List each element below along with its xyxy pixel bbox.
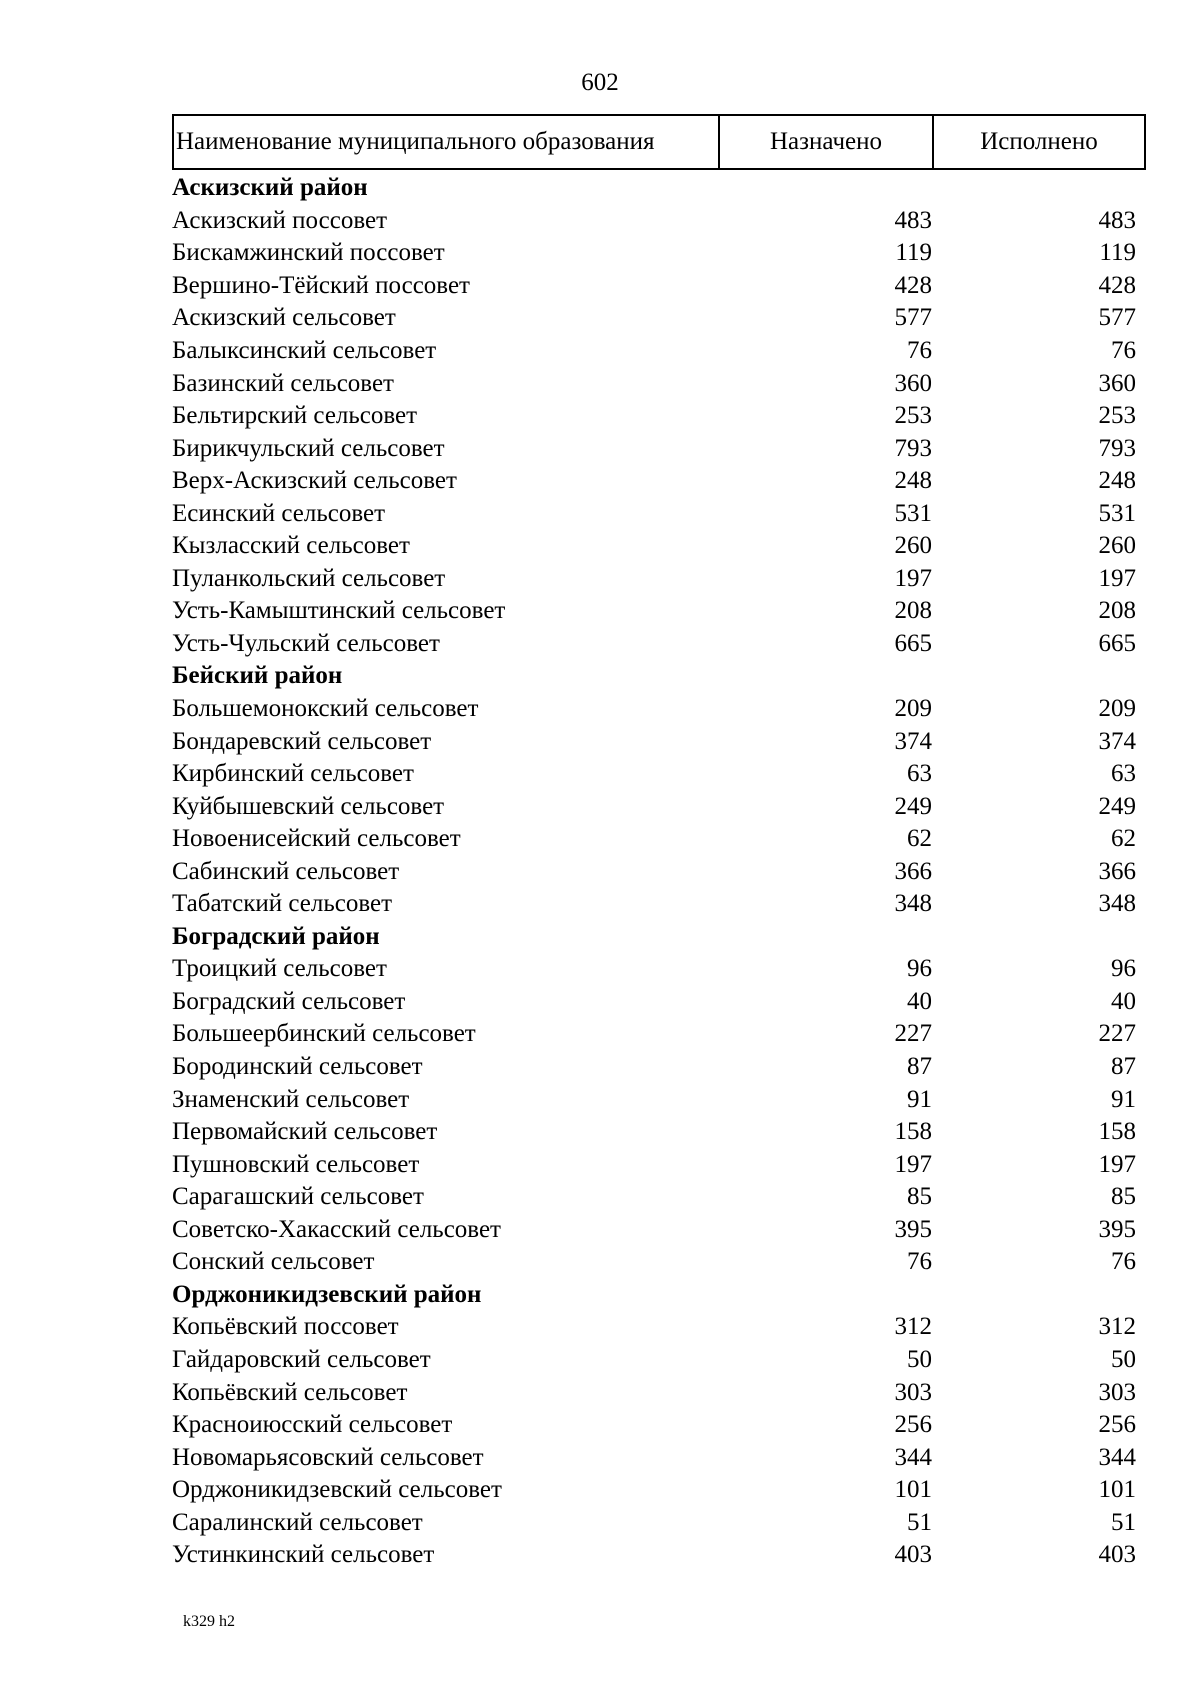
municipality-name-cell: Бирикчульский сельсовет — [172, 434, 445, 462]
executed-value-cell: 50 — [1111, 1345, 1136, 1373]
municipality-name-cell: Саралинский сельсовет — [172, 1508, 423, 1536]
municipality-name-cell: Балыксинский сельсовет — [172, 337, 437, 364]
executed-value-cell: 197 — [1098, 1150, 1136, 1178]
executed-value-cell: 374 — [1098, 727, 1136, 755]
municipality-name-cell: Бондаревский сельсовет — [172, 727, 432, 755]
header-assigned: Назначено — [720, 116, 934, 168]
executed-value-cell: 85 — [1111, 1183, 1136, 1211]
assigned-value-cell: 360 — [894, 369, 932, 397]
assigned-value-cell: 101 — [894, 1476, 932, 1504]
assigned-value-cell: 249 — [894, 792, 932, 820]
table-row — [172, 1246, 1146, 1279]
assigned-value-cell: 209 — [894, 695, 932, 723]
table-row — [172, 367, 1146, 400]
executed-value-cell: 483 — [1098, 206, 1136, 234]
municipality-name-cell: Большемонокский сельсовет — [172, 695, 479, 723]
municipality-name-cell: Табатский сельсовет — [172, 890, 393, 918]
table-row — [172, 530, 1146, 563]
district-heading-row — [172, 172, 1146, 205]
municipality-name-cell: Орджоникидзевский район — [172, 1280, 482, 1308]
assigned-value-cell: 91 — [907, 1085, 932, 1113]
assigned-value-cell: 51 — [907, 1508, 932, 1536]
assigned-value-cell: 348 — [894, 890, 932, 918]
table-row — [172, 205, 1146, 238]
executed-value-cell: 428 — [1098, 271, 1136, 299]
municipality-name-cell: Троицкий сельсовет — [172, 955, 387, 983]
executed-value-cell: 344 — [1098, 1443, 1136, 1471]
table-row — [172, 1148, 1146, 1181]
assigned-value-cell: 403 — [894, 1541, 932, 1569]
municipality-name-cell: Боградский район — [172, 922, 380, 950]
executed-value-cell: 531 — [1098, 499, 1136, 527]
table-row — [172, 595, 1146, 628]
table-row — [172, 302, 1146, 335]
municipality-name-cell: Бискамжинский поссовет — [172, 239, 445, 267]
executed-value-cell: 96 — [1111, 955, 1136, 983]
footer-code: k329 h2 — [183, 1613, 235, 1630]
header-executed: Исполнено — [980, 128, 1098, 155]
table-row — [172, 790, 1146, 823]
assigned-value-cell: 197 — [894, 564, 932, 592]
assigned-value-cell: 531 — [894, 499, 932, 527]
executed-value-cell: 793 — [1098, 434, 1136, 462]
executed-value-cell: 76 — [1111, 337, 1136, 364]
assigned-value-cell: 260 — [894, 532, 932, 560]
municipality-name-cell: Бородинский сельсовет — [172, 1053, 423, 1081]
municipality-name-cell: Усть-Камыштинский сельсовет — [172, 597, 506, 625]
executed-value-cell: 40 — [1111, 987, 1136, 1015]
executed-value-cell: 119 — [1099, 239, 1136, 267]
executed-value-cell: 87 — [1111, 1053, 1136, 1081]
assigned-value-cell: 793 — [894, 434, 932, 462]
assigned-value-cell: 303 — [894, 1378, 932, 1406]
municipality-name-cell: Знаменский сельсовет — [172, 1085, 410, 1113]
assigned-value-cell: 76 — [907, 1248, 932, 1276]
assigned-value-cell: 227 — [894, 1020, 932, 1048]
municipality-name-cell: Вершино-Тёйский поссовет — [172, 271, 470, 299]
executed-value-cell: 62 — [1111, 825, 1136, 853]
municipality-name-cell: Пуланкольский сельсовет — [172, 564, 446, 592]
table-row — [172, 888, 1146, 921]
assigned-value-cell: 40 — [907, 987, 932, 1015]
municipality-name-cell: Куйбышевский сельсовет — [172, 792, 445, 820]
assigned-value-cell: 63 — [907, 760, 932, 788]
executed-value-cell: 197 — [1098, 564, 1136, 592]
table-row — [172, 432, 1146, 465]
table-row — [172, 1018, 1146, 1051]
district-heading-row — [172, 921, 1146, 954]
table-row — [172, 693, 1146, 726]
executed-value-cell: 665 — [1098, 629, 1136, 657]
assigned-value-cell: 62 — [907, 825, 932, 853]
table-row — [172, 1474, 1146, 1507]
assigned-value-cell: 374 — [894, 727, 932, 755]
district-heading-row — [172, 660, 1146, 693]
table-row — [172, 237, 1146, 270]
municipality-name-cell: Большеербинский сельсовет — [172, 1020, 476, 1048]
table-row — [172, 335, 1146, 368]
municipality-name-cell: Бейский район — [172, 662, 343, 690]
assigned-value-cell: 85 — [907, 1183, 932, 1211]
table-row — [172, 1214, 1146, 1247]
municipality-name-cell: Кирбинский сельсовет — [172, 760, 414, 788]
table-row — [172, 758, 1146, 791]
executed-value-cell: 76 — [1111, 1248, 1136, 1276]
executed-value-cell: 158 — [1098, 1118, 1136, 1146]
table-row — [172, 1376, 1146, 1409]
table-row — [172, 1409, 1146, 1442]
municipality-name-cell: Усть-Чульский сельсовет — [172, 629, 440, 657]
executed-value-cell: 403 — [1098, 1541, 1136, 1569]
municipality-name-cell: Орджоникидзевский сельсовет — [172, 1476, 502, 1504]
executed-value-cell: 303 — [1098, 1378, 1136, 1406]
table-row — [172, 465, 1146, 498]
municipality-name-cell: Копьёвский поссовет — [172, 1313, 399, 1341]
table-row — [172, 855, 1146, 888]
executed-value-cell: 101 — [1098, 1476, 1136, 1504]
assigned-value-cell: 208 — [894, 597, 932, 625]
table-row — [172, 823, 1146, 856]
assigned-value-cell: 483 — [894, 206, 932, 234]
municipality-name-cell: Аскизский поссовет — [172, 206, 388, 234]
table-row — [172, 1441, 1146, 1474]
assigned-value-cell: 665 — [894, 629, 932, 657]
table-row — [172, 1344, 1146, 1377]
assigned-value-cell: 428 — [894, 271, 932, 299]
executed-value-cell: 209 — [1098, 695, 1136, 723]
executed-value-cell: 253 — [1098, 402, 1136, 430]
table-header — [172, 114, 1146, 170]
assigned-value-cell: 96 — [907, 955, 932, 983]
table-row — [172, 497, 1146, 530]
assigned-value-cell: 253 — [894, 402, 932, 430]
municipality-name-cell: Боградский сельсовет — [172, 987, 406, 1015]
municipality-name-cell: Кызласский сельсовет — [172, 532, 410, 560]
executed-value-cell: 91 — [1111, 1085, 1136, 1113]
table-row — [172, 725, 1146, 758]
municipality-name-cell: Верх-Аскизский сельсовет — [172, 467, 457, 495]
assigned-value-cell: 76 — [907, 337, 932, 364]
header-municipality-name: Наименование муниципального образования — [174, 116, 720, 168]
table-row — [172, 953, 1146, 986]
district-heading-row — [172, 1279, 1146, 1312]
table-row — [172, 563, 1146, 596]
municipality-name-cell: Советско-Хакасский сельсовет — [172, 1215, 501, 1243]
table-row — [172, 1539, 1146, 1572]
assigned-value-cell: 87 — [907, 1053, 932, 1081]
municipality-name-cell: Копьёвский сельсовет — [172, 1378, 408, 1406]
municipality-name-cell: Есинский сельсовет — [172, 499, 386, 527]
assigned-value-cell: 577 — [894, 304, 932, 332]
table-row — [172, 400, 1146, 433]
executed-value-cell: 249 — [1098, 792, 1136, 820]
executed-value-cell: 227 — [1098, 1020, 1136, 1048]
table-row — [172, 1116, 1146, 1149]
executed-value-cell: 360 — [1098, 369, 1136, 397]
assigned-value-cell: 197 — [894, 1150, 932, 1178]
table-row — [172, 1506, 1146, 1539]
municipality-name-cell: Базинский сельсовет — [172, 369, 394, 397]
municipality-name-cell: Пушновский сельсовет — [172, 1150, 420, 1178]
assigned-value-cell: 158 — [894, 1118, 932, 1146]
executed-value-cell: 348 — [1098, 890, 1136, 918]
assigned-value-cell: 119 — [895, 239, 932, 267]
executed-value-cell: 577 — [1098, 304, 1136, 332]
page-number: 602 — [581, 69, 619, 96]
municipality-name-cell: Первомайский сельсовет — [172, 1118, 438, 1146]
municipality-name-cell: Бельтирский сельсовет — [172, 402, 418, 430]
municipality-name-cell: Сонский сельсовет — [172, 1248, 375, 1276]
assigned-value-cell: 366 — [894, 857, 932, 885]
municipality-name-cell: Сарагашский сельсовет — [172, 1183, 424, 1211]
municipality-name-cell: Новомарьясовский сельсовет — [172, 1443, 484, 1471]
municipality-name-cell: Аскизский район — [172, 174, 368, 202]
executed-value-cell: 63 — [1111, 760, 1136, 788]
executed-value-cell: 248 — [1098, 467, 1136, 495]
assigned-value-cell: 312 — [894, 1313, 932, 1341]
table-row — [172, 1051, 1146, 1084]
municipality-name-cell: Сабинский сельсовет — [172, 857, 400, 885]
executed-value-cell: 51 — [1111, 1508, 1136, 1536]
municipality-name-cell: Аскизский сельсовет — [172, 304, 396, 332]
municipality-name-cell: Новоенисейский сельсовет — [172, 825, 461, 853]
municipality-name-cell: Устинкинский сельсовет — [172, 1541, 435, 1569]
executed-value-cell: 395 — [1098, 1215, 1136, 1243]
municipality-name-cell: Красноиюсский сельсовет — [172, 1411, 453, 1439]
table-row — [172, 1083, 1146, 1116]
assigned-value-cell: 50 — [907, 1345, 932, 1373]
executed-value-cell: 260 — [1098, 532, 1136, 560]
table-row — [172, 986, 1146, 1019]
assigned-value-cell: 256 — [894, 1411, 932, 1439]
table-row — [172, 1311, 1146, 1344]
table-row — [172, 1181, 1146, 1214]
executed-value-cell: 208 — [1098, 597, 1136, 625]
executed-value-cell: 312 — [1098, 1313, 1136, 1341]
table-row — [172, 628, 1146, 661]
assigned-value-cell: 395 — [894, 1215, 932, 1243]
table-body — [172, 172, 1146, 1572]
municipality-name-cell: Гайдаровский сельсовет — [172, 1345, 431, 1373]
assigned-value-cell: 344 — [894, 1443, 932, 1471]
executed-value-cell: 366 — [1098, 857, 1136, 885]
assigned-value-cell: 248 — [894, 467, 932, 495]
table-row — [172, 270, 1146, 303]
executed-value-cell: 256 — [1098, 1411, 1136, 1439]
